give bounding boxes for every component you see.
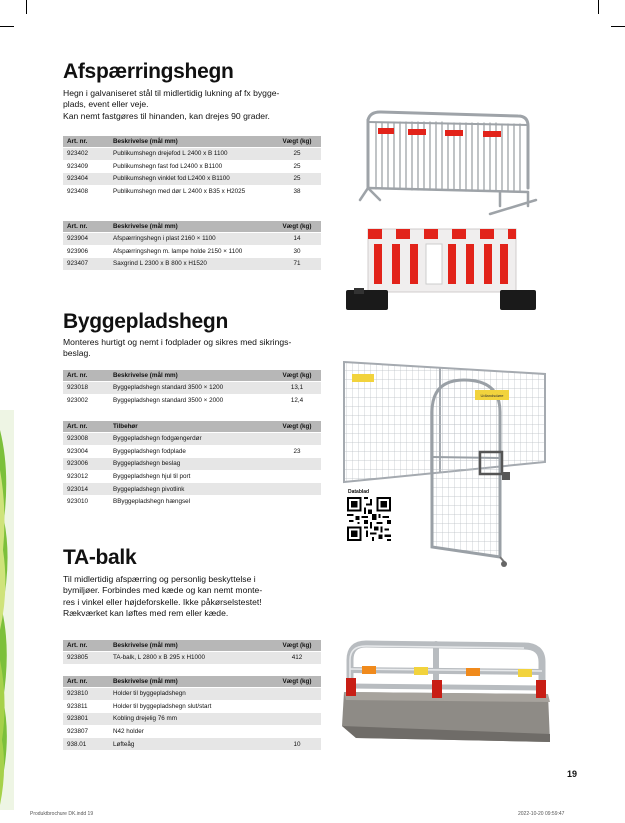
table-row	[63, 433, 321, 446]
qr-label: Datablad	[348, 489, 370, 495]
table-row	[63, 258, 321, 271]
cell-art-nr: 923014	[63, 483, 109, 496]
cell-weight: 23	[273, 445, 321, 458]
cell-description: Afspærringshegn m. lampe holde 2150 × 1100	[109, 245, 273, 258]
cell-description: Byggepladshegn fodplade	[109, 445, 273, 458]
gate-sign-text: Udlandsdøre	[480, 393, 504, 398]
ta-balk-image	[336, 630, 556, 745]
cell-weight	[273, 458, 321, 471]
table-row	[63, 233, 321, 246]
table-row	[63, 470, 321, 483]
table-row	[63, 394, 321, 407]
decorative-leaf-strip	[0, 410, 14, 810]
cell-art-nr: 923008	[63, 433, 109, 446]
cell-weight: 25	[273, 148, 321, 161]
cell-art-nr: 923906	[63, 245, 109, 258]
cell-description: Løfteåg	[109, 738, 273, 751]
cell-description: BByggepladshegn hængsel	[109, 495, 273, 508]
section-title-afspaerringshegn: Afspærringshegn	[63, 60, 234, 83]
section-title-byggepladshegn: Byggepladshegn	[63, 310, 228, 333]
cell-weight	[273, 483, 321, 496]
plastic-barrier-image	[340, 226, 540, 316]
col-header: Art. nr.	[63, 676, 109, 688]
cell-art-nr: 923407	[63, 258, 109, 271]
section-intro	[63, 88, 323, 122]
col-header: Beskrivelse (mål mm)	[109, 221, 273, 233]
cell-art-nr: 938.01	[63, 738, 109, 751]
cell-description: Publikumshegn drejefod L 2400 x B 1100	[109, 148, 273, 161]
intro-line: Rækværket kan løftes med rem eller kæde.	[63, 607, 229, 618]
col-header: Vægt (kg)	[273, 221, 321, 233]
cell-description: Byggepladshegn hjul til port	[109, 470, 273, 483]
cell-description: TA-balk, L 2800 x B 295 x H1000	[109, 652, 273, 665]
cell-description: Publikumshegn fast fod L2400 x B1100	[109, 160, 273, 173]
cell-weight: 14	[273, 233, 321, 246]
cell-description: Byggepladshegn pivotlink	[109, 483, 273, 496]
spec-table	[63, 421, 321, 509]
page-number: 19	[567, 769, 578, 779]
col-header: Tilbehør	[109, 421, 273, 433]
cell-weight: 412	[273, 652, 321, 665]
cell-description: Byggepladshegn standard 3500 × 2000	[109, 394, 273, 407]
cell-weight	[273, 495, 321, 508]
cell-weight: 13,1	[273, 382, 321, 395]
section-intro	[63, 574, 323, 619]
cell-weight: 30	[273, 245, 321, 258]
table-row	[63, 713, 321, 726]
cell-art-nr: 923002	[63, 394, 109, 407]
intro-line: Kan nemt fastgøres til hinanden, kan drejes 90 grader.	[63, 110, 270, 121]
cell-weight: 38	[273, 185, 321, 198]
cell-weight: 12,4	[273, 394, 321, 407]
section-title-ta-balk: TA-balk	[63, 546, 137, 569]
crop-mark	[26, 0, 27, 14]
table-row	[63, 495, 321, 508]
table-row	[63, 173, 321, 186]
qr-code[interactable]	[347, 497, 391, 541]
table-row	[63, 483, 321, 496]
col-header: Art. nr.	[63, 421, 109, 433]
intro-line: beslag.	[63, 348, 91, 359]
spec-table	[63, 676, 321, 751]
table-row	[63, 148, 321, 161]
cell-art-nr: 923004	[63, 445, 109, 458]
cell-description: Byggepladshegn standard 3500 × 1200	[109, 382, 273, 395]
intro-line: Til midlertidig afspærring og personlig beskyttelse i	[63, 574, 256, 584]
col-header: Vægt (kg)	[273, 676, 321, 688]
col-header: Art. nr.	[63, 370, 109, 382]
cell-art-nr: 923402	[63, 148, 109, 161]
print-slug-left: Produktbrochure DK.indd 19	[30, 811, 94, 817]
cell-weight: 25	[273, 160, 321, 173]
col-header: Art. nr.	[63, 640, 109, 652]
intro-line: res i vinkel eller højdeforskelle. Ikke påkørselstestet!	[63, 596, 262, 607]
intro-line: Monteres hurtigt og nemt i fodplader og sikres med sikrings-	[63, 337, 292, 347]
cell-art-nr: 923409	[63, 160, 109, 173]
cell-description: Holder til byggepladshegn	[109, 688, 273, 701]
cell-art-nr: 923012	[63, 470, 109, 483]
table-row	[63, 185, 321, 198]
cell-weight: 10	[273, 738, 321, 751]
col-header: Beskrivelse (mål mm)	[109, 136, 273, 148]
col-header: Vægt (kg)	[273, 370, 321, 382]
cell-art-nr: 923018	[63, 382, 109, 395]
spec-table	[63, 370, 321, 407]
table-row	[63, 688, 321, 701]
cell-description: Kobling drejelig 76 mm	[109, 713, 273, 726]
cell-art-nr: 923408	[63, 185, 109, 198]
cell-art-nr: 923904	[63, 233, 109, 246]
cell-weight	[273, 688, 321, 701]
intro-line: bymiljøer. Forbindes med kæde og kan nemt monte-	[63, 585, 263, 596]
cell-art-nr: 923010	[63, 495, 109, 508]
section-intro	[63, 337, 323, 360]
table-row	[63, 700, 321, 713]
cell-weight: 25	[273, 173, 321, 186]
crowd-barrier-image	[350, 108, 545, 220]
col-header: Art. nr.	[63, 221, 109, 233]
cell-description: Byggepladshegn fodgængerdør	[109, 433, 273, 446]
col-header: Beskrivelse (mål mm)	[109, 676, 273, 688]
col-header: Art. nr.	[63, 136, 109, 148]
cell-weight	[273, 433, 321, 446]
crop-mark	[0, 26, 14, 27]
cell-weight: 71	[273, 258, 321, 271]
table-row	[63, 652, 321, 665]
cell-weight	[273, 700, 321, 713]
cell-art-nr: 923801	[63, 713, 109, 726]
table-row	[63, 725, 321, 738]
spec-table	[63, 640, 321, 665]
col-header: Vægt (kg)	[273, 421, 321, 433]
cell-description: N42 holder	[109, 725, 273, 738]
crop-mark	[598, 0, 599, 14]
table-row	[63, 445, 321, 458]
cell-description: Publikumshegn vinklet fod L2400 x B1100	[109, 173, 273, 186]
print-slug-right: 2022-10-20 09:59:47	[518, 811, 565, 817]
table-row	[63, 738, 321, 751]
cell-weight	[273, 725, 321, 738]
spec-table	[63, 221, 321, 271]
cell-art-nr: 923807	[63, 725, 109, 738]
cell-description: Saxgrind L 2300 x B 800 x H1520	[109, 258, 273, 271]
table-row	[63, 458, 321, 471]
col-header: Beskrivelse (mål mm)	[109, 370, 273, 382]
spec-table	[63, 136, 321, 198]
cell-description: Byggepladshegn beslag	[109, 458, 273, 471]
col-header: Vægt (kg)	[273, 136, 321, 148]
col-header: Vægt (kg)	[273, 640, 321, 652]
cell-art-nr: 923811	[63, 700, 109, 713]
cell-description: Afspærringshegn i plast 2160 × 1100	[109, 233, 273, 246]
col-header: Beskrivelse (mål mm)	[109, 640, 273, 652]
table-row	[63, 160, 321, 173]
crop-mark	[611, 26, 625, 27]
intro-line: Hegn i galvaniseret stål til midlertidig lukning af fx bygge-	[63, 88, 280, 98]
table-row	[63, 382, 321, 395]
cell-description: Holder til byggepladshegn slut/start	[109, 700, 273, 713]
cell-art-nr: 923810	[63, 688, 109, 701]
cell-weight	[273, 470, 321, 483]
cell-art-nr: 923404	[63, 173, 109, 186]
cell-weight	[273, 713, 321, 726]
cell-description: Publikumshegn med dør L 2400 x B35 x H2025	[109, 185, 273, 198]
cell-art-nr: 923006	[63, 458, 109, 471]
intro-line: plads, event eller veje.	[63, 99, 149, 110]
table-row	[63, 245, 321, 258]
cell-art-nr: 923805	[63, 652, 109, 665]
